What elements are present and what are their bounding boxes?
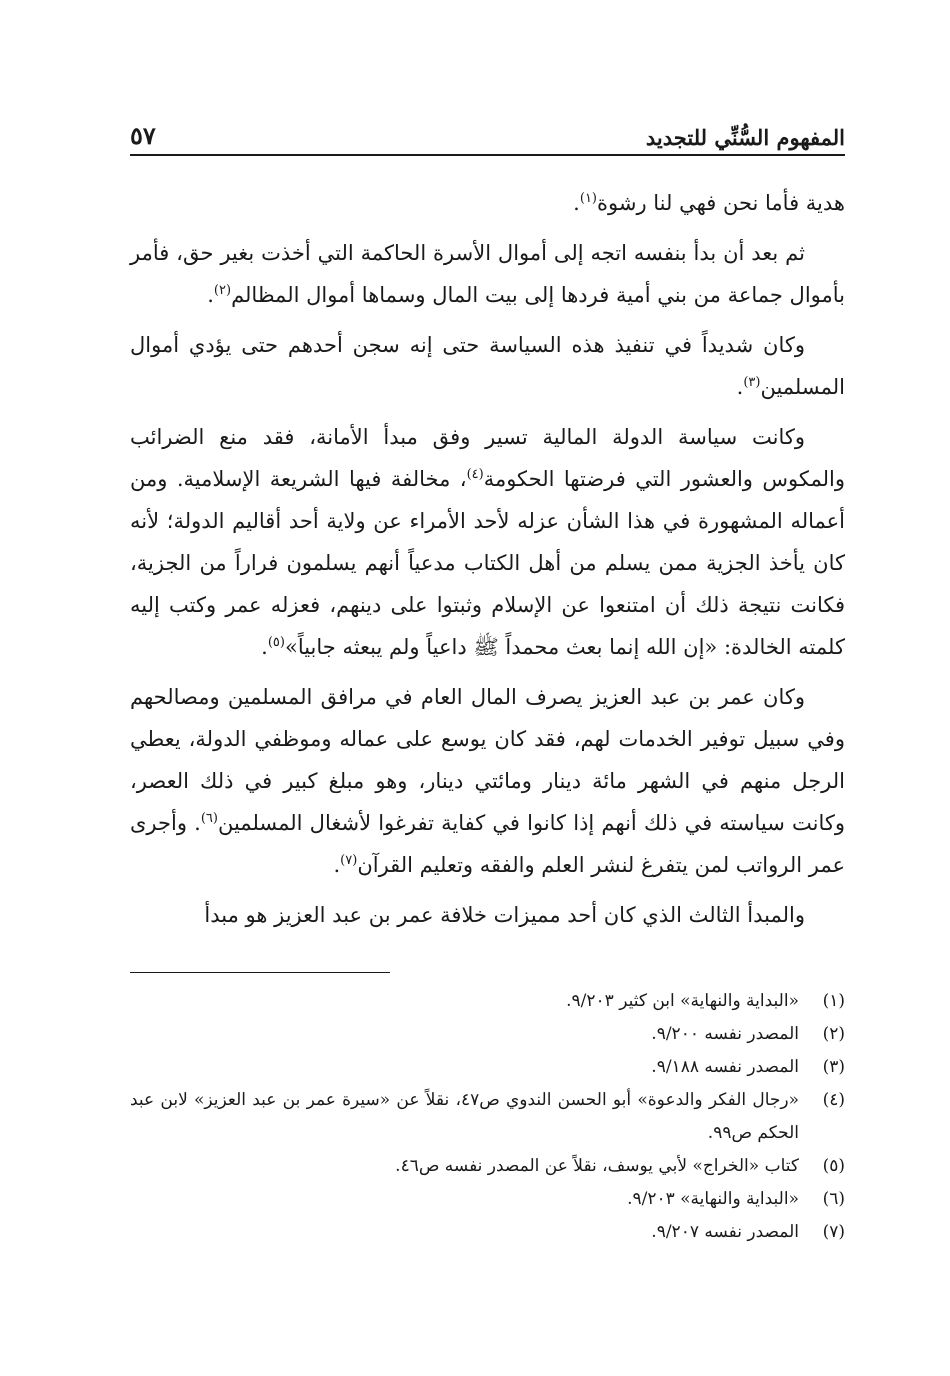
text-segment: .: [207, 283, 214, 307]
footnote-reference: (٤): [466, 467, 484, 482]
footnote: [130, 1084, 845, 1150]
footnote-number: (٣): [822, 1057, 845, 1077]
footnote-text: «البداية والنهاية» ابن كثير ٩/٢٠٣.: [566, 991, 799, 1011]
running-title: المفهوم السُّنِّي للتجديد: [645, 125, 845, 150]
paragraph: [130, 182, 845, 224]
footnote-list: [130, 985, 845, 1249]
footnote-text: المصدر نفسه ٩/١٨٨.: [651, 1057, 799, 1077]
text-segment: وكان عمر بن عبد العزيز يصرف المال العام في مرافق المسلمين ومصالحهم وفي سبيل توفير الخدمات لهم، فقد كان يوسع على عماله وموظفي الدولة، يعطي الرجل منهم في الشهر مائة دينار ومائتي دينار، وهو مبلغ كبير في ذلك العصر، وكانت سياسته في ذلك أنهم إذا كانوا في كفاية تفرغوا لأشغال المسلمين: [130, 685, 845, 835]
footnote: [130, 1150, 845, 1183]
text-segment: .: [736, 375, 744, 399]
paragraph: [130, 894, 845, 936]
paragraph: [130, 416, 845, 668]
footnote-number: (١): [822, 991, 845, 1011]
text-segment: . وأجرى عمر الرواتب لمن يتفرغ لنشر العلم والفقه وتعليم القرآن: [130, 811, 845, 877]
text-segment: .: [333, 853, 341, 877]
text-segment: .: [573, 191, 580, 215]
footnote-reference: (٦): [200, 811, 218, 826]
footnote-reference: (٢): [213, 283, 232, 298]
paragraph: [130, 324, 845, 408]
footnote: [130, 1018, 845, 1051]
text-segment: وكانت سياسة الدولة المالية تسير وفق مبدأ الأمانة، فقد منع الضرائب والمكوس والعشور التي فرضتها الحكومة: [130, 425, 845, 491]
footnote: [130, 985, 845, 1018]
footnote-reference: (١): [579, 191, 597, 206]
text-segment: هدية فأما نحن فهي لنا رشوة: [597, 191, 845, 215]
text-segment: والمبدأ الثالث الذي كان أحد مميزات خلافة عمر بن عبد العزيز هو مبدأ: [204, 903, 805, 927]
text-segment: ثم بعد أن بدأ بنفسه اتجه إلى أموال الأسرة الحاكمة التي أخذت بغير حق، فأمر بأموال جماعة من بني أمية فردها إلى بيت المال وسماها أموال المظالم: [130, 241, 845, 307]
running-header: [130, 100, 845, 156]
footnotes: [130, 972, 845, 1249]
footnote-reference: (٥): [267, 635, 285, 650]
footnote-text: «رجال الفكر والدعوة» أبو الحسن الندوي ص٤٧، نقلاً عن «سيرة عمر بن عبد العزيز» لابن عبد الحكم ص٩٩.: [130, 1090, 799, 1143]
footnote-reference: (٣): [743, 375, 761, 390]
footnote-number: (٥): [822, 1156, 845, 1176]
paragraph: [130, 676, 845, 886]
footnote-text: «البداية والنهاية» ٩/٢٠٣.: [627, 1189, 799, 1209]
footnote-reference: (٧): [340, 853, 358, 868]
footnote-number: (٢): [822, 1024, 845, 1044]
footnote-number: (٧): [822, 1222, 845, 1242]
footnote: [130, 1183, 845, 1216]
paragraph: [130, 232, 845, 316]
footnote-text: المصدر نفسه ٩/٢٠٠.: [651, 1024, 799, 1044]
footnote-number: (٦): [822, 1189, 845, 1209]
footnote: [130, 1051, 845, 1084]
footnote-separator: [130, 972, 390, 973]
text-segment: .: [261, 635, 268, 659]
footnote-text: كتاب «الخراج» لأبي يوسف، نقلاً عن المصدر نفسه ص٤٦.: [395, 1156, 799, 1176]
text-segment: وكان شديداً في تنفيذ هذه السياسة حتى إنه سجن أحدهم حتى يؤدي أموال المسلمين: [130, 333, 845, 399]
text-segment: ، مخالفة فيها الشريعة الإسلامية. ومن أعماله المشهورة في هذا الشأن عزله لأحد الأمراء عن ولاية أحد أقاليم الدولة؛ لأنه كان يأخذ الجزية ممن يسلم من أهل الكتاب مدعياً أنهم يسلمون فراراً من الجزية، فكانت نتيجة ذلك أن امتنعوا عن الإسلام وثبتوا على دينهم، فعزله عمر وكتب إليه كلمته الخالدة: «إن الله إنما بعث محمداً ﷺ داعياً ولم يبعثه جابياً»: [130, 467, 845, 659]
footnote-number: (٤): [822, 1090, 845, 1110]
book-page: [130, 100, 845, 1320]
body-text: [130, 182, 845, 936]
footnote-text: المصدر نفسه ٩/٢٠٧.: [651, 1222, 799, 1242]
footnote: [130, 1216, 845, 1249]
page-number: ٥٧: [130, 121, 156, 150]
